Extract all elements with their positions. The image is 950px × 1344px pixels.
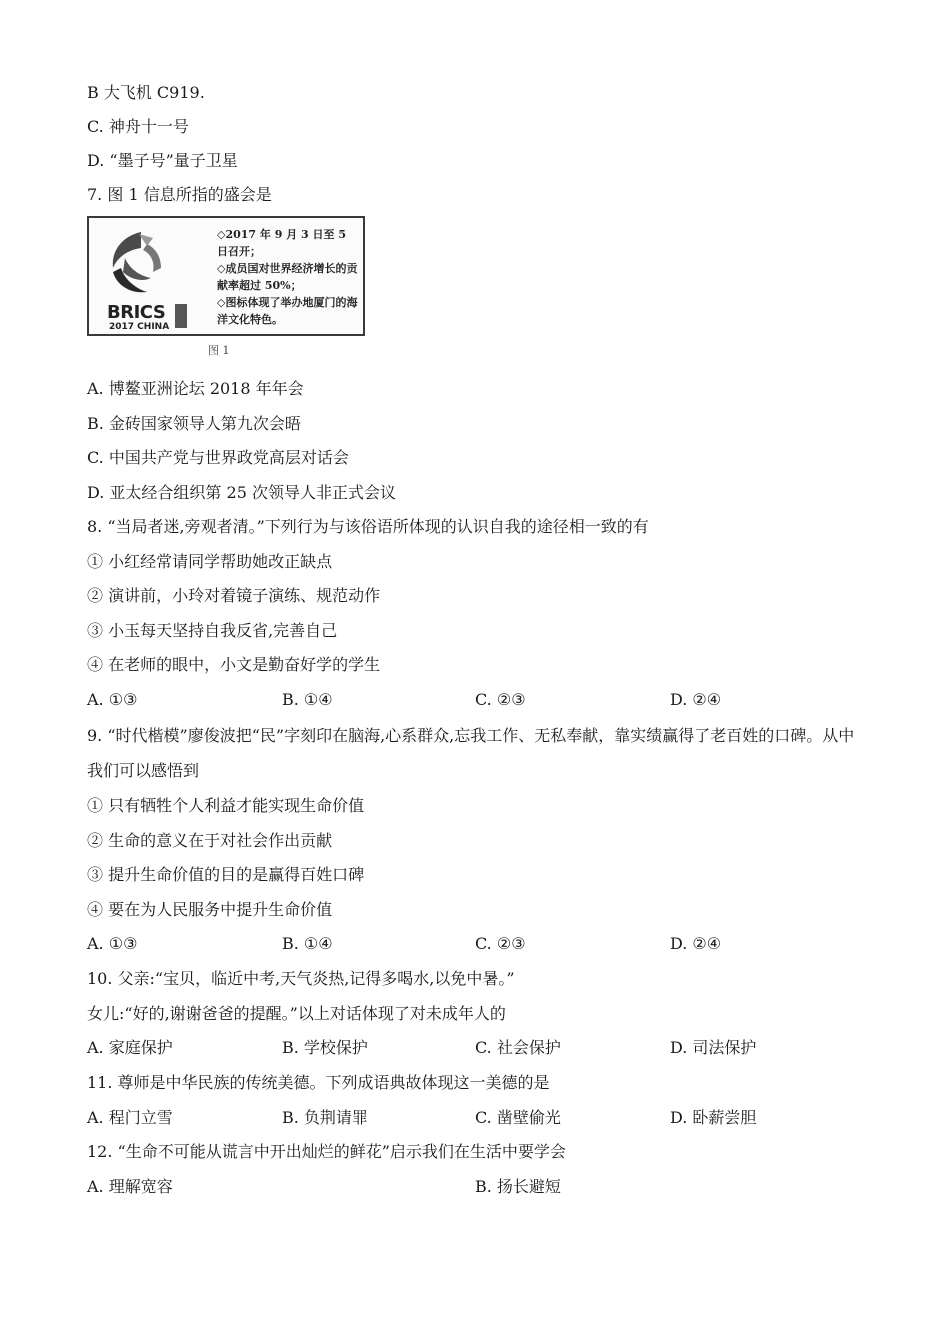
q11-options [87,1107,867,1129]
q6-option-c: C. 神舟十一号 [87,117,189,136]
brics-logo-text: BRICS [107,302,166,323]
q7-stem: 7. 图 1 信息所指的盛会是 [87,185,272,204]
q8-item: ① 小红经常请同学帮助她改正缺点 [87,552,333,571]
q10-stem-line2: 女儿:“好的,谢谢爸爸的提醒。”以上对话体现了对未成年人的 [87,1004,506,1023]
q8-option-a: A. ①③ [87,690,138,709]
q10-option-c: C. 社会保护 [475,1038,561,1057]
q11-option-b: B. 负荆请罪 [282,1108,368,1127]
q9-option-c: C. ②③ [475,934,526,953]
q12-stem: 12. “生命不可能从谎言中开出灿烂的鲜花”启示我们在生活中要学会 [87,1142,566,1161]
q11-option-c: C. 凿壁偷光 [475,1108,561,1127]
q9-option-a: A. ①③ [87,934,138,953]
q8-item: ④ 在老师的眼中，小文是勤奋好学的学生 [87,655,381,674]
q9-stem: 9. “时代楷模”廖俊波把“民”字刻印在脑海,心系群众,忘我工作、无私奉献，靠实绩赢得了老百姓的口碑。从中我们可以感悟到 [87,726,855,780]
q7-option-a: A. 博鳌亚洲论坛 2018 年年会 [87,379,304,398]
brics-logo-icon [103,228,165,298]
q9-option-d: D. ②④ [670,934,722,953]
figure-caption: 图 1 [208,344,230,357]
q10-options [87,1037,867,1059]
q9-item: ④ 要在为人民服务中提升生命价值 [87,900,333,919]
q6-option-d: D. “墨子号”量子卫星 [87,151,238,170]
q7-option-d: D. 亚太经合组织第 25 次领导人非正式会议 [87,483,396,502]
figure-info-line: ◇成员国对世界经济增长的贡献率超过 50%； [217,262,358,292]
q8-option-b: B. ①④ [282,690,333,709]
q10-stem-line1: 10. 父亲:“宝贝，临近中考,天气炎热,记得多喝水,以免中暑。” [87,969,515,988]
q10-option-d: D. 司法保护 [670,1038,757,1057]
q9-item: ② 生命的意义在于对社会作出贡献 [87,831,333,850]
q8-option-d: D. ②④ [670,690,722,709]
q8-item: ② 演讲前，小玲对着镜子演练、规范动作 [87,586,381,605]
q10-option-b: B. 学校保护 [282,1038,368,1057]
q9-option-b: B. ①④ [282,934,333,953]
q10-option-a: A. 家庭保护 [87,1038,173,1057]
seal-mark [175,304,187,328]
q11-option-a: A. 程门立雪 [87,1108,173,1127]
q7-option-c: C. 中国共产党与世界政党高层对话会 [87,448,349,467]
figure-info-line: ◇2017 年 9 月 3 日至 5 日召开； [217,228,347,258]
q7-option-b: B. 金砖国家领导人第九次会晤 [87,414,301,433]
q8-item: ③ 小玉每天坚持自我反省,完善自己 [87,621,338,640]
brics-logo-subtext: 2017 CHINA [109,322,170,332]
q11-option-d: D. 卧薪尝胆 [670,1108,757,1127]
q11-stem: 11. 尊师是中华民族的传统美德。下列成语典故体现这一美德的是 [87,1073,550,1092]
q9-item: ③ 提升生命价值的目的是赢得百姓口碑 [87,865,365,884]
q12-option-a: A. 理解宽容 [87,1177,173,1196]
q7-figure [87,216,365,336]
q8-option-c: C. ②③ [475,690,526,709]
q12-options [87,1176,867,1198]
q8-options [87,689,867,711]
q8-stem: 8. “当局者迷,旁观者清。”下列行为与该俗语所体现的认识自我的途径相一致的有 [87,517,649,536]
q9-item: ① 只有牺牲个人利益才能实现生命价值 [87,796,365,815]
figure-info-text [217,226,359,328]
figure-info-line: ◇图标体现了举办地厦门的海洋文化特色。 [217,296,358,326]
q9-options [87,933,867,955]
q6-option-b: B 大飞机 C919. [87,83,205,102]
q12-option-b: B. 扬长避短 [475,1177,561,1196]
